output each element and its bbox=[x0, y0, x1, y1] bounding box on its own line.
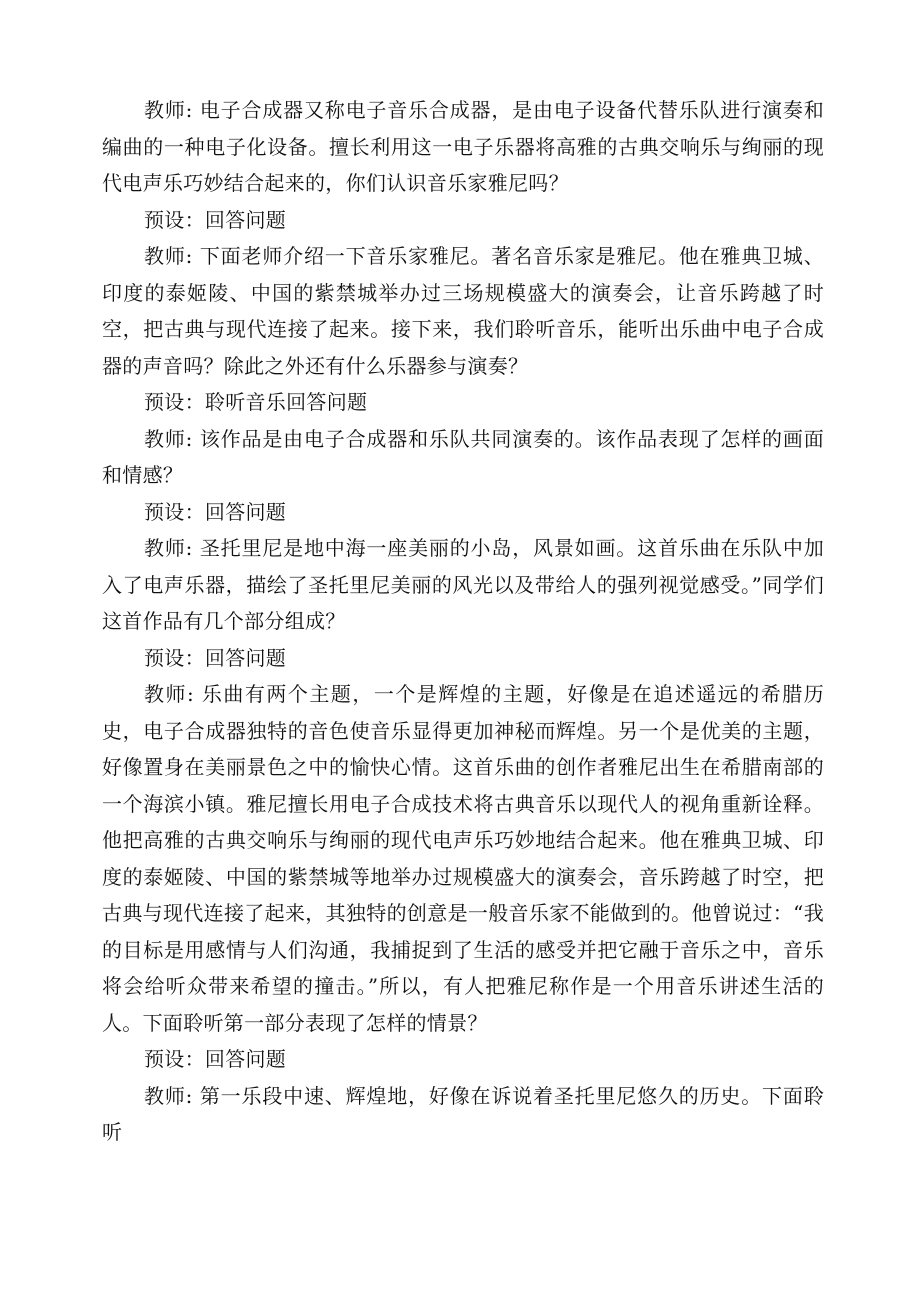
teacher-paragraph: 教师: 第一乐段中速、辉煌地，好像在诉说着圣托里尼悠久的历史。下面聆听 bbox=[102, 1083, 824, 1144]
preset-paragraph: 预设：聆听音乐回答问题 bbox=[144, 390, 368, 414]
teacher-paragraph: 教师: 下面老师介绍一下音乐家雅尼。著名音乐家是雅尼。他在雅典卫城、印度的泰姬陵、中国的紫禁城举办过三场规模盛大的演奏会，让音乐跨越了时空，把古典与现代连接了起来。接下来，我们聆听音乐，能听出乐曲中电子合成器的声音吗？除此之外还有什么乐器参与演奏？ bbox=[102, 244, 824, 378]
teacher-paragraph: 教师: 乐曲有两个主题，一个是辉煌的主题，好像是在追述遥远的希腊历史，电子合成器独特的音色使音乐显得更加神秘而辉煌。另一个是优美的主题，好像置身在美丽景色之中的愉快心情。这首乐曲的创作者雅尼出生在希腊南部的一个海滨小镇。雅尼擅长用电子合成技术将古典音乐以现代人的视角重新诠释。他把高雅的古典交响乐与绚丽的现代电声乐巧妙地结合起来。他在雅典卫城、印度的泰姬陵、中国的紫禁城等地举办过规模盛大的演奏会，音乐跨越了时空，把古典与现代连接了起来，其独特的创意是一般音乐家不能做到的。他曾说过：“我的目标是用感情与人们沟通，我捕捉到了生活的感受并把它融于音乐之中，音乐将会给听众带来希望的撞击。”所以，有人把雅尼称作是一个用音乐讲述生活的人。下面聆听第一部分表现了怎样的情景？ bbox=[102, 682, 824, 1035]
preset-paragraph: 预设：回答问题 bbox=[144, 645, 287, 670]
teacher-paragraph: 教师: 电子合成器又称电子音乐合成器，是由电子设备代替乐队进行演奏和编曲的一种电子化设备。擅长利用这一电子乐器将高雅的古典交响乐与绚丽的现代电声乐巧妙结合起来的，你们认识音乐家雅尼吗？ bbox=[102, 98, 824, 195]
preset-paragraph: 预设：回答问题 bbox=[144, 1047, 287, 1071]
teacher-paragraph: 教师: 该作品是由电子合成器和乐队共同演奏的。该作品表现了怎样的画面和情感？ bbox=[102, 426, 824, 487]
document-body bbox=[102, 92, 824, 1151]
teacher-paragraph: 教师: 圣托里尼是地中海一座美丽的小岛，风景如画。这首乐曲在乐队中加入了电声乐器，描绘了圣托里尼美丽的风光以及带给人的强列视觉感受。”同学们这首作品有几个部分组成？ bbox=[102, 536, 824, 633]
preset-paragraph: 预设：回答问题 bbox=[144, 207, 287, 232]
preset-paragraph: 预设：回答问题 bbox=[144, 499, 287, 524]
